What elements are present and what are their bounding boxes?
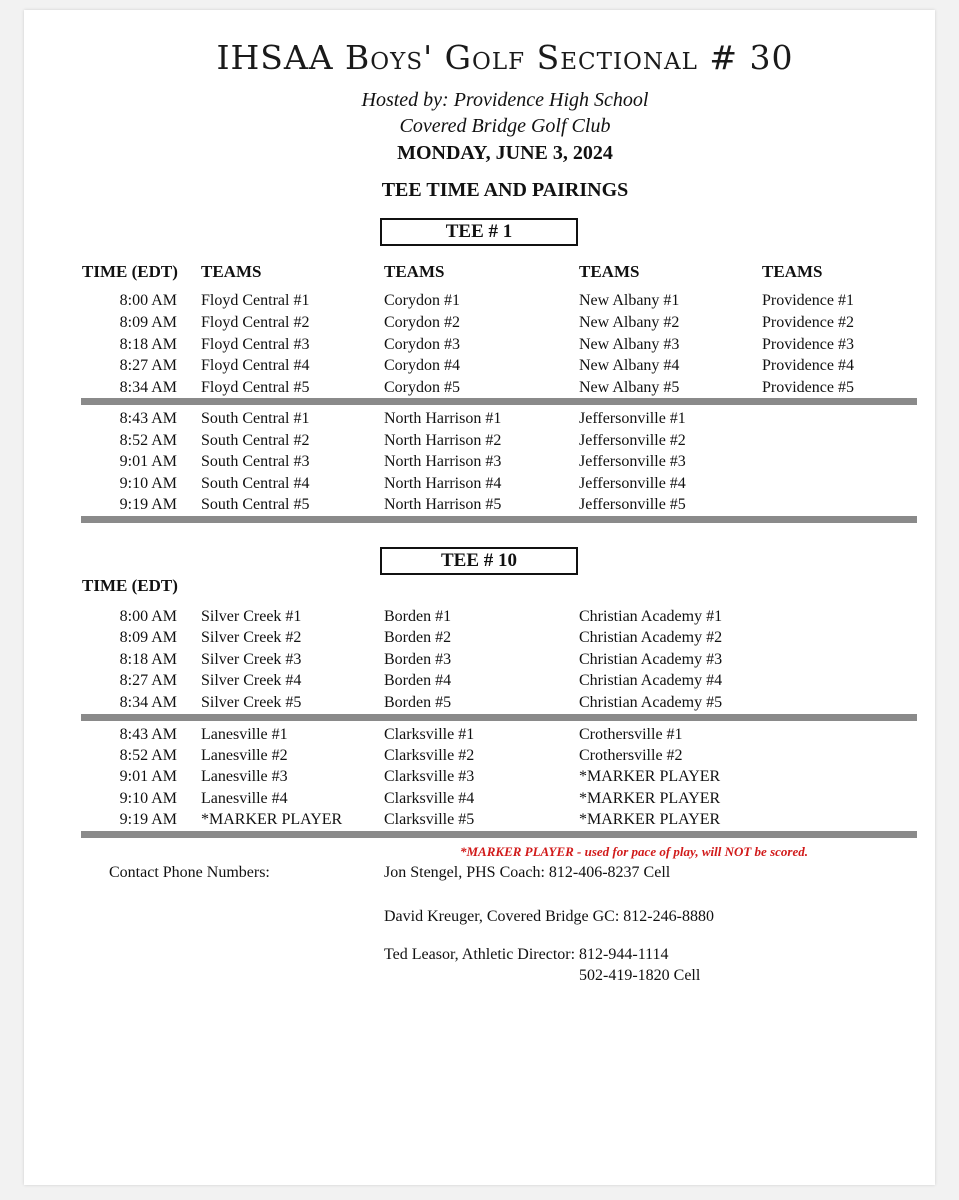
tee10-time-cell: 8:52 AM [119, 747, 177, 764]
tee10-label: TEE # 10 [380, 547, 578, 575]
tee10-team-cell: Christian Academy #2 [579, 629, 723, 646]
tee10-team-cell: Clarksville #4 [384, 790, 475, 807]
tee10-team-cell: Lanesville #2 [201, 747, 288, 764]
tee1-header-teams-3: TEAMS [579, 262, 640, 281]
tee1-team-cell: Jeffersonville #2 [579, 432, 686, 449]
tee1-time-cell: 8:27 AM [119, 357, 177, 374]
tee1-team-cell: South Central #2 [201, 432, 310, 449]
tee10-team-cell: Silver Creek #5 [201, 694, 302, 711]
hosted-by: Hosted by: Providence High School [361, 89, 649, 111]
tee10-time-cell: 8:00 AM [119, 608, 177, 625]
tee1-team-cell: North Harrison #1 [384, 410, 502, 427]
tee1-team-cell: Providence #2 [762, 314, 854, 331]
tee1-team-cell: Corydon #4 [384, 357, 460, 374]
tee10-team-cell: Christian Academy #1 [579, 608, 723, 625]
tee10-team-cell: Clarksville #1 [384, 726, 475, 743]
tee1-divider [81, 398, 917, 405]
tee1-team-cell: Jeffersonville #3 [579, 453, 686, 470]
tee1-header-teams-2: TEAMS [384, 262, 445, 281]
document-title: IHSAA Boys' Golf Sectional # 30 [216, 38, 794, 77]
tee1-team-cell: Providence #4 [762, 357, 854, 374]
tee1-team-cell: New Albany #1 [579, 292, 680, 309]
tee1-team-cell: North Harrison #5 [384, 496, 502, 513]
tee1-team-cell: Providence #1 [762, 292, 854, 309]
tee1-team-cell: Jeffersonville #4 [579, 475, 686, 492]
tee10-time-cell: 9:10 AM [119, 790, 177, 807]
tee1-team-cell: Corydon #1 [384, 292, 460, 309]
tee10-team-cell: Silver Creek #2 [201, 629, 302, 646]
tee1-time-cell: 8:18 AM [119, 336, 177, 353]
contact-athletic-director-cell: 502-419-1820 Cell [579, 967, 701, 984]
tee10-team-cell: Lanesville #1 [201, 726, 288, 743]
tee1-header-time: TIME (EDT) [82, 262, 178, 281]
tee1-team-cell: Corydon #5 [384, 379, 460, 396]
tee1-team-cell: North Harrison #4 [384, 475, 502, 492]
event-date: MONDAY, JUNE 3, 2024 [397, 142, 613, 164]
tee10-team-cell: Borden #5 [384, 694, 452, 711]
tee1-label: TEE # 1 [380, 218, 578, 246]
tee10-team-cell: Borden #2 [384, 629, 452, 646]
tee1-team-cell: Jeffersonville #1 [579, 410, 686, 427]
tee1-header-teams-4: TEAMS [762, 262, 823, 281]
tee1-team-cell: Providence #5 [762, 379, 854, 396]
tee10-divider [81, 714, 917, 721]
contacts-label: Contact Phone Numbers: [109, 864, 270, 881]
tee1-team-cell: New Albany #5 [579, 379, 680, 396]
tee10-time-cell: 9:19 AM [119, 811, 177, 828]
tee1-team-cell: South Central #1 [201, 410, 310, 427]
tee1-team-cell: Floyd Central #4 [201, 357, 310, 374]
tee1-team-cell: New Albany #3 [579, 336, 680, 353]
tee10-header-time: TIME (EDT) [82, 576, 178, 595]
tee10-team-cell: Christian Academy #3 [579, 651, 723, 668]
contact-golf-club: David Kreuger, Covered Bridge GC: 812-246-8880 [384, 908, 714, 925]
tee10-team-cell: Lanesville #3 [201, 768, 288, 785]
tee1-team-cell: South Central #4 [201, 475, 310, 492]
contact-coach: Jon Stengel, PHS Coach: 812-406-8237 Cell [384, 864, 671, 881]
tee10-team-cell: Clarksville #2 [384, 747, 475, 764]
tee1-team-cell: New Albany #2 [579, 314, 680, 331]
tee1-time-cell: 9:01 AM [119, 453, 177, 470]
tee10-team-cell: *MARKER PLAYER [579, 811, 721, 828]
tee1-team-cell: South Central #3 [201, 453, 310, 470]
tee1-team-cell: Jeffersonville #5 [579, 496, 686, 513]
tee1-time-cell: 8:43 AM [119, 410, 177, 427]
tee10-team-cell: Lanesville #4 [201, 790, 288, 807]
tee1-time-cell: 9:19 AM [119, 496, 177, 513]
tee1-time-cell: 9:10 AM [119, 475, 177, 492]
tee10-time-cell: 8:43 AM [119, 726, 177, 743]
tee10-end-divider [81, 831, 917, 838]
tee10-team-cell: *MARKER PLAYER [579, 790, 721, 807]
tee1-time-cell: 8:09 AM [119, 314, 177, 331]
tee10-time-cell: 9:01 AM [119, 768, 177, 785]
section-subtitle: TEE TIME AND PAIRINGS [381, 179, 629, 201]
tee10-time-cell: 8:34 AM [119, 694, 177, 711]
tee10-team-cell: Borden #3 [384, 651, 452, 668]
tee10-team-cell: Borden #4 [384, 672, 452, 689]
tee10-team-cell: *MARKER PLAYER [201, 811, 343, 828]
tee1-end-divider [81, 516, 917, 523]
tee10-team-cell: Christian Academy #5 [579, 694, 723, 711]
tee1-team-cell: North Harrison #3 [384, 453, 502, 470]
tee1-team-cell: Floyd Central #3 [201, 336, 310, 353]
tee1-team-cell: Floyd Central #2 [201, 314, 310, 331]
tee1-team-cell: Corydon #2 [384, 314, 460, 331]
tee10-team-cell: Clarksville #3 [384, 768, 475, 785]
venue: Covered Bridge Golf Club [399, 115, 611, 137]
tee10-time-cell: 8:18 AM [119, 651, 177, 668]
tee10-team-cell: Silver Creek #4 [201, 672, 302, 689]
tee1-team-cell: Providence #3 [762, 336, 854, 353]
tee1-header-teams-1: TEAMS [201, 262, 262, 281]
tee1-team-cell: Floyd Central #1 [201, 292, 310, 309]
tee10-team-cell: Silver Creek #3 [201, 651, 302, 668]
tee10-team-cell: Christian Academy #4 [579, 672, 723, 689]
tee10-team-cell: *MARKER PLAYER [579, 768, 721, 785]
contact-athletic-director: Ted Leasor, Athletic Director: 812-944-1114 [384, 946, 669, 963]
tee1-team-cell: North Harrison #2 [384, 432, 502, 449]
tee10-time-cell: 8:27 AM [119, 672, 177, 689]
tee1-team-cell: Corydon #3 [384, 336, 460, 353]
tee1-time-cell: 8:52 AM [119, 432, 177, 449]
tee1-team-cell: South Central #5 [201, 496, 310, 513]
tee10-time-cell: 8:09 AM [119, 629, 177, 646]
tee10-team-cell: Clarksville #5 [384, 811, 475, 828]
tee1-time-cell: 8:34 AM [119, 379, 177, 396]
marker-player-note: *MARKER PLAYER - used for pace of play, will NOT be scored. [460, 844, 808, 859]
tee1-time-cell: 8:00 AM [119, 292, 177, 309]
tee1-team-cell: New Albany #4 [579, 357, 680, 374]
tee10-team-cell: Silver Creek #1 [201, 608, 302, 625]
tee1-team-cell: Floyd Central #5 [201, 379, 310, 396]
tee10-team-cell: Crothersville #1 [579, 726, 683, 743]
tee10-team-cell: Borden #1 [384, 608, 452, 625]
tee10-team-cell: Crothersville #2 [579, 747, 683, 764]
